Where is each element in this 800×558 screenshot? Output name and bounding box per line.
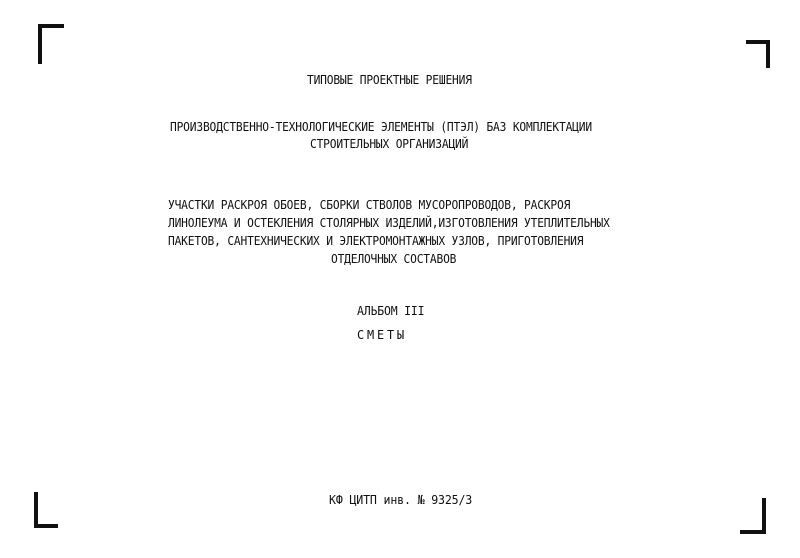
section-title: СМЕТЫ <box>357 327 408 342</box>
crop-mark-bottom-left <box>34 492 58 528</box>
crop-mark-top-left <box>38 24 64 64</box>
title-line-2: СТРОИТЕЛЬНЫХ ОРГАНИЗАЦИЙ <box>310 136 469 151</box>
inventory-footer: КФ ЦИТП инв. № 9325/3 <box>329 492 473 507</box>
album-label: АЛЬБОМ III <box>357 303 425 318</box>
description-line-4: ОТДЕЛОЧНЫХ СОСТАВОВ <box>331 251 457 266</box>
crop-mark-bottom-right <box>740 498 766 534</box>
description-line-2: ЛИНОЛЕУМА И ОСТЕКЛЕНИЯ СТОЛЯРНЫХ ИЗДЕЛИЙ,ИЗГОТОВЛЕНИЯ УТЕПЛИТЕЛЬНЫХ <box>168 215 610 230</box>
description-line-3: ПАКЕТОВ, САНТЕХНИЧЕСКИХ И ЭЛЕКТРОМОНТАЖНЫХ УЗЛОВ, ПРИГОТОВЛЕНИЯ <box>168 233 584 248</box>
series-heading: ТИПОВЫЕ ПРОЕКТНЫЕ РЕШЕНИЯ <box>307 72 472 87</box>
description-line-1: УЧАСТКИ РАСКРОЯ ОБОЕВ, СБОРКИ СТВОЛОВ МУСОРОПРОВОДОВ, РАСКРОЯ <box>168 197 571 212</box>
title-line-1: ПРОИЗВОДСТВЕННО-ТЕХНОЛОГИЧЕСКИЕ ЭЛЕМЕНТЫ (ПТЭЛ) БАЗ КОМПЛЕКТАЦИИ <box>170 119 592 134</box>
crop-mark-top-right <box>746 40 770 68</box>
